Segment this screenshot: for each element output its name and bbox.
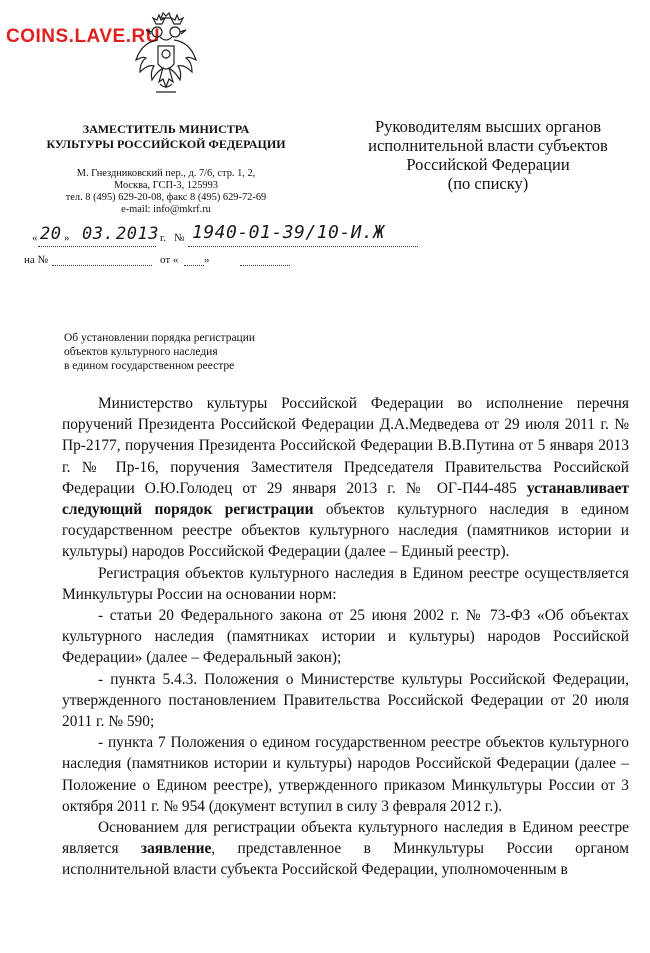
addressee-block — [326, 117, 650, 193]
body-bold-text: устанавливает следующий порядок регистрации — [62, 479, 629, 519]
ref-on-label: на № — [24, 254, 49, 266]
coat-of-arms-emblem — [134, 10, 198, 102]
body-paragraph — [62, 817, 629, 881]
subject-line: в едином государственном реестре — [64, 360, 235, 372]
body-text: , представленное в Минкультуры России органом исполнительной власти субъекта Российской Федерации, уполномоченным в — [62, 840, 630, 879]
reference-line — [24, 254, 324, 270]
letter-body — [62, 393, 629, 881]
body-text: объектов культурного наследия в едином государственном реестре объектов культурного наследия (памятников истории и культуры) народов Российской Федерации (далее – Единый реестр). — [62, 501, 629, 561]
date-day: 20 — [40, 224, 62, 244]
body-text: Министерство культуры Российской Федерации во исполнение перечня поручений Президента Российской Федерации Д.А.Медведева от 29 июля 2011 г. № Пр-2177, поручения Президента Российской Федерации В.В.Путина от 5 января 2013 г. № Пр-16, поручения Заместителя Председателя Правительства Российской Федерации О.Ю.Голодец от 29 января 2013 г. № ОГ-П44-485 — [62, 395, 629, 497]
date-open-quote: « — [32, 232, 38, 244]
org-title-line: ЗАМЕСТИТЕЛЬ МИНИСТРА — [82, 122, 250, 136]
org-title — [38, 122, 294, 152]
outgoing-number: 1940-01-39/10-И.Ж — [192, 222, 385, 243]
date-month: 03. — [82, 224, 115, 244]
phone-line: тел. 8 (495) 629-20-08, факс 8 (495) 629-72-69 — [65, 192, 267, 203]
org-title-line: КУЛЬТУРЫ РОССИЙСКОЙ ФЕДЕРАЦИИ — [46, 137, 286, 151]
body-paragraph: - пункта 7 Положения о едином государственном реестре объектов культурного наследия (памятников истории и культуры) народов Российской Федерации (далее – Положение о Едином реестре), утвержденного приказом Минкультуры России от 3 октября 2011 г. № 954 (документ вступил в силу 3 февраля 2012 г.). — [62, 734, 629, 815]
body-bold-text: заявление — [140, 840, 212, 858]
body-text: Основанием для регистрации объекта культурного наследия в Едином реестре является — [62, 819, 629, 858]
subject-block — [64, 331, 314, 373]
date-underline — [38, 246, 156, 247]
watermark: COINS.LAVE.RU — [6, 26, 160, 47]
email-line: e-mail: info@mkrf.ru — [121, 204, 211, 215]
addressee-line: (по списку) — [447, 174, 529, 193]
body-paragraph — [62, 393, 629, 563]
org-contacts — [38, 168, 294, 216]
address-line: Москва, ГСП-3, 125993 — [114, 180, 218, 191]
number-underline — [188, 246, 418, 247]
date-close-quote: » — [64, 232, 70, 244]
address-line: М. Гнездниковский пер., д. 7/6, стр. 1, 2, — [76, 168, 256, 179]
addressee-line: Руководителям высших органов — [374, 117, 602, 136]
ref-from-close: » — [204, 254, 210, 266]
number-sign: № — [174, 232, 185, 244]
subject-line: Об установлении порядка регистрации — [64, 332, 256, 344]
ref-number-underline — [52, 265, 152, 266]
body-paragraph: Регистрация объектов культурного наследия в Едином реестре осуществляется Минкультуры России на основании норм: — [62, 564, 629, 603]
body-paragraph: - статьи 20 Федерального закона от 25 июня 2002 г. № 73-ФЗ «Об объектах культурного наследия (памятниках истории и культуры) народов Российской Федерации» (далее – Федеральный закон); — [62, 607, 629, 667]
ref-day-underline — [184, 265, 204, 266]
addressee-line: Российской Федерации — [406, 155, 570, 174]
body-paragraph: - пункта 5.4.3. Положения о Министерстве культуры Российской Федерации, утвержденного постановлением Правительства Российской Федерации от 20 июля 2011 г. № 590; — [62, 670, 629, 731]
outgoing-date-number — [24, 222, 444, 252]
date-year: 2013 — [116, 224, 159, 244]
subject-line: объектов культурного наследия — [64, 346, 218, 358]
addressee-line: исполнительной власти субъектов — [368, 136, 608, 155]
date-suffix: г. — [160, 232, 167, 244]
ref-from-label: от « — [160, 254, 179, 266]
ref-date-underline — [240, 265, 290, 266]
